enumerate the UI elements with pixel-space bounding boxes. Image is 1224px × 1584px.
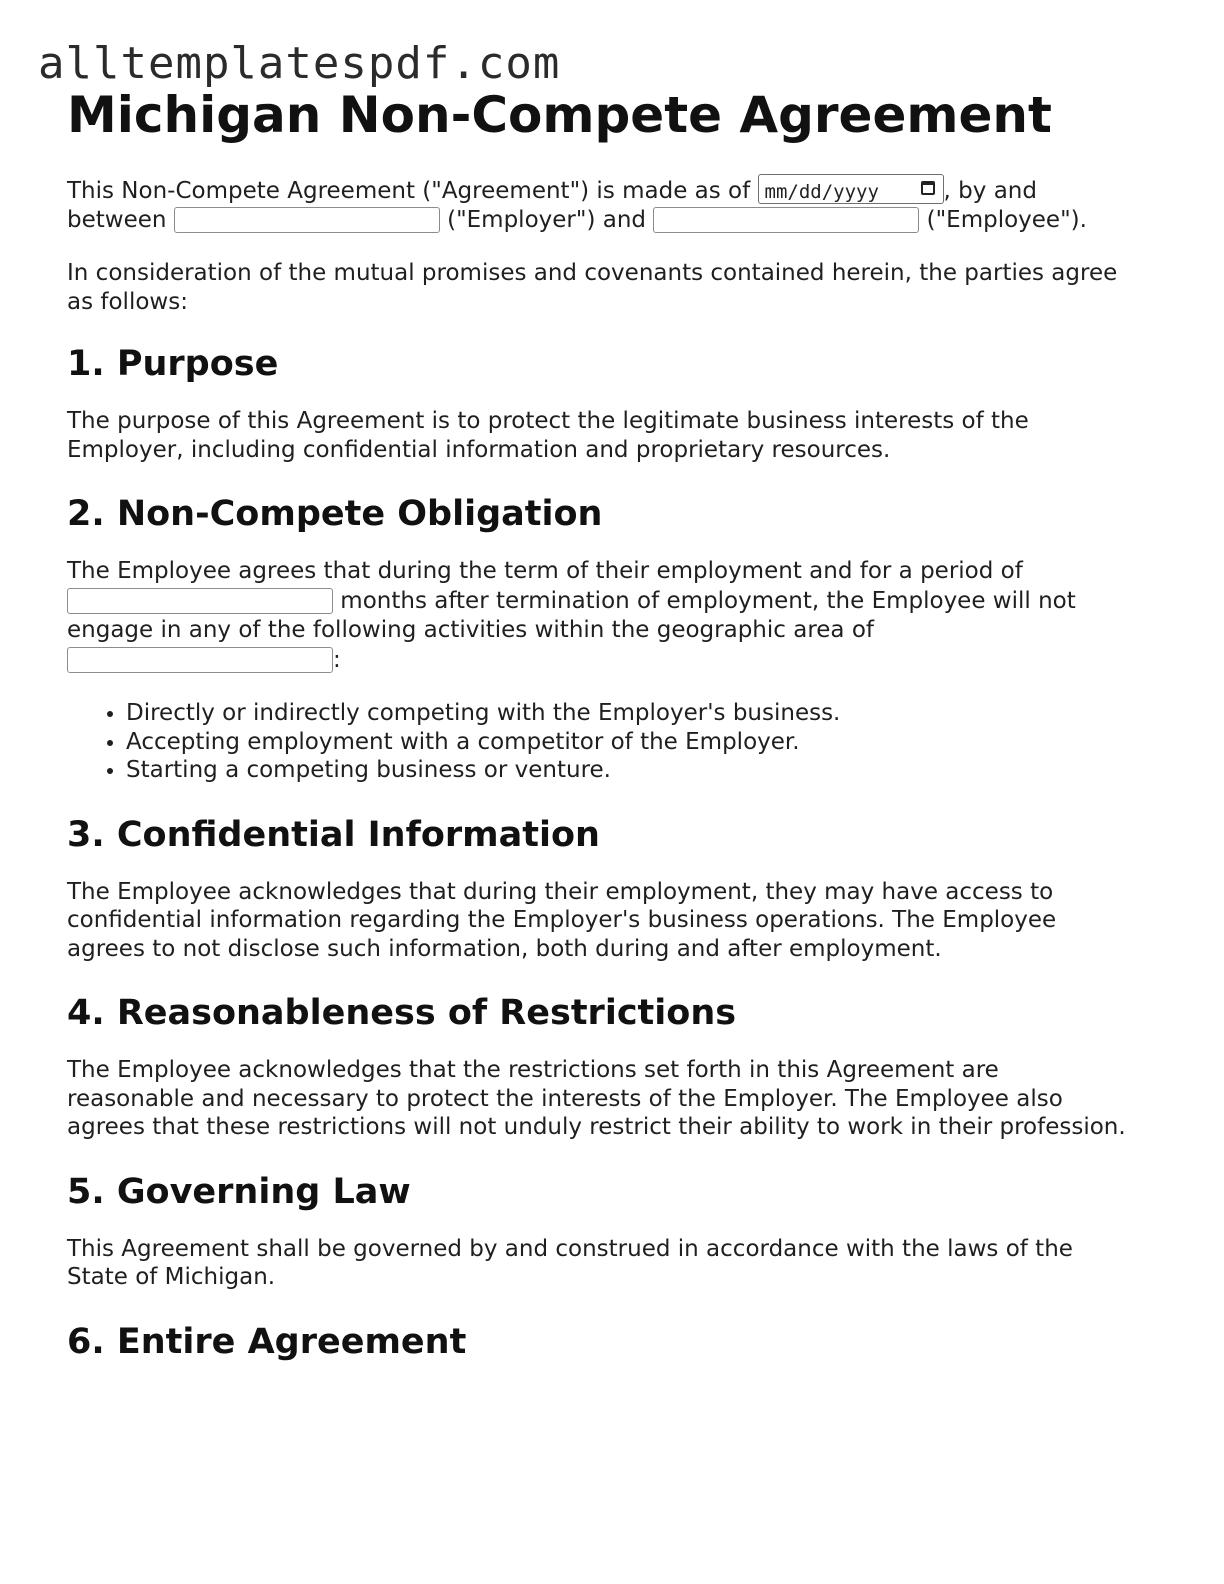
section-heading-purpose: 1. Purpose: [67, 344, 279, 384]
calendar-icon[interactable]: [921, 181, 935, 195]
period-months-field[interactable]: [67, 588, 333, 614]
noncompete-text-3: :: [333, 646, 341, 673]
intro-text-1: This Non-Compete Agreement ("Agreement") is made as of: [67, 178, 758, 204]
list-item: • Starting a competing business or venture.: [126, 756, 1127, 785]
date-placeholder: mm/dd/yyyy: [764, 181, 879, 203]
noncompete-text-2: months after termination of employment, the Employee will not engage in any of the following activities within the geographic area of: [67, 587, 1076, 643]
intro-text-5: ("Employee").: [919, 206, 1087, 233]
intro-text-3: between: [67, 206, 174, 233]
page-title: Michigan Non-Compete Agreement: [67, 86, 1052, 144]
section-heading-confidential: 3. Confidential Information: [67, 814, 600, 855]
intro-text-4: ("Employer") and: [439, 206, 654, 233]
intro-text-2: , by and: [943, 178, 1037, 204]
list-item: • Directly or indirectly competing with the Employer's business.: [126, 699, 1127, 728]
site-watermark: alltemplatespdf.com: [38, 38, 561, 89]
consideration-paragraph: In consideration of the mutual promises and covenants contained herein, the parties agree as follows:: [67, 260, 1118, 315]
agreement-date-input[interactable]: [758, 174, 944, 204]
employer-name-field[interactable]: [174, 207, 440, 233]
section-body-noncompete: [67, 557, 1127, 675]
agreement-document: [67, 84, 1127, 1364]
restricted-activities-list: [67, 699, 1127, 785]
section-body-purpose: The purpose of this Agreement is to protect the legitimate business interests of the Employer, including confidential information and proprietary resources.: [67, 408, 1029, 463]
list-item: • Accepting employment with a competitor of the Employer.: [126, 728, 1127, 757]
section-body-reasonableness: The Employee acknowledges that the restrictions set forth in this Agreement are reasonable and necessary to protect the interests of the Employer. The Employee also agrees that these restrictions will not unduly restrict their ability to work in their profession.: [67, 1057, 1126, 1140]
section-body-confidential: The Employee acknowledges that during their employment, they may have access to confidential information regarding the Employer's business operations. The Employee agrees to not disclose such information, both during and after employment.: [67, 878, 1057, 962]
section-body-law: This Agreement shall be governed by and construed in accordance with the laws of the State of Michigan.: [67, 1235, 1073, 1290]
noncompete-text-1: The Employee agrees that during the term of their employment and for a period of: [67, 558, 1023, 584]
section-heading-noncompete: 2. Non-Compete Obligation: [67, 494, 603, 534]
employee-name-field[interactable]: [653, 207, 919, 233]
geographic-area-field[interactable]: [67, 647, 333, 673]
section-heading-reasonableness: 4. Reasonableness of Restrictions: [67, 993, 737, 1033]
intro-paragraph: [67, 174, 1127, 234]
section-heading-entire: 6. Entire Agreement: [67, 1321, 467, 1362]
section-heading-law: 5. Governing Law: [67, 1171, 411, 1212]
